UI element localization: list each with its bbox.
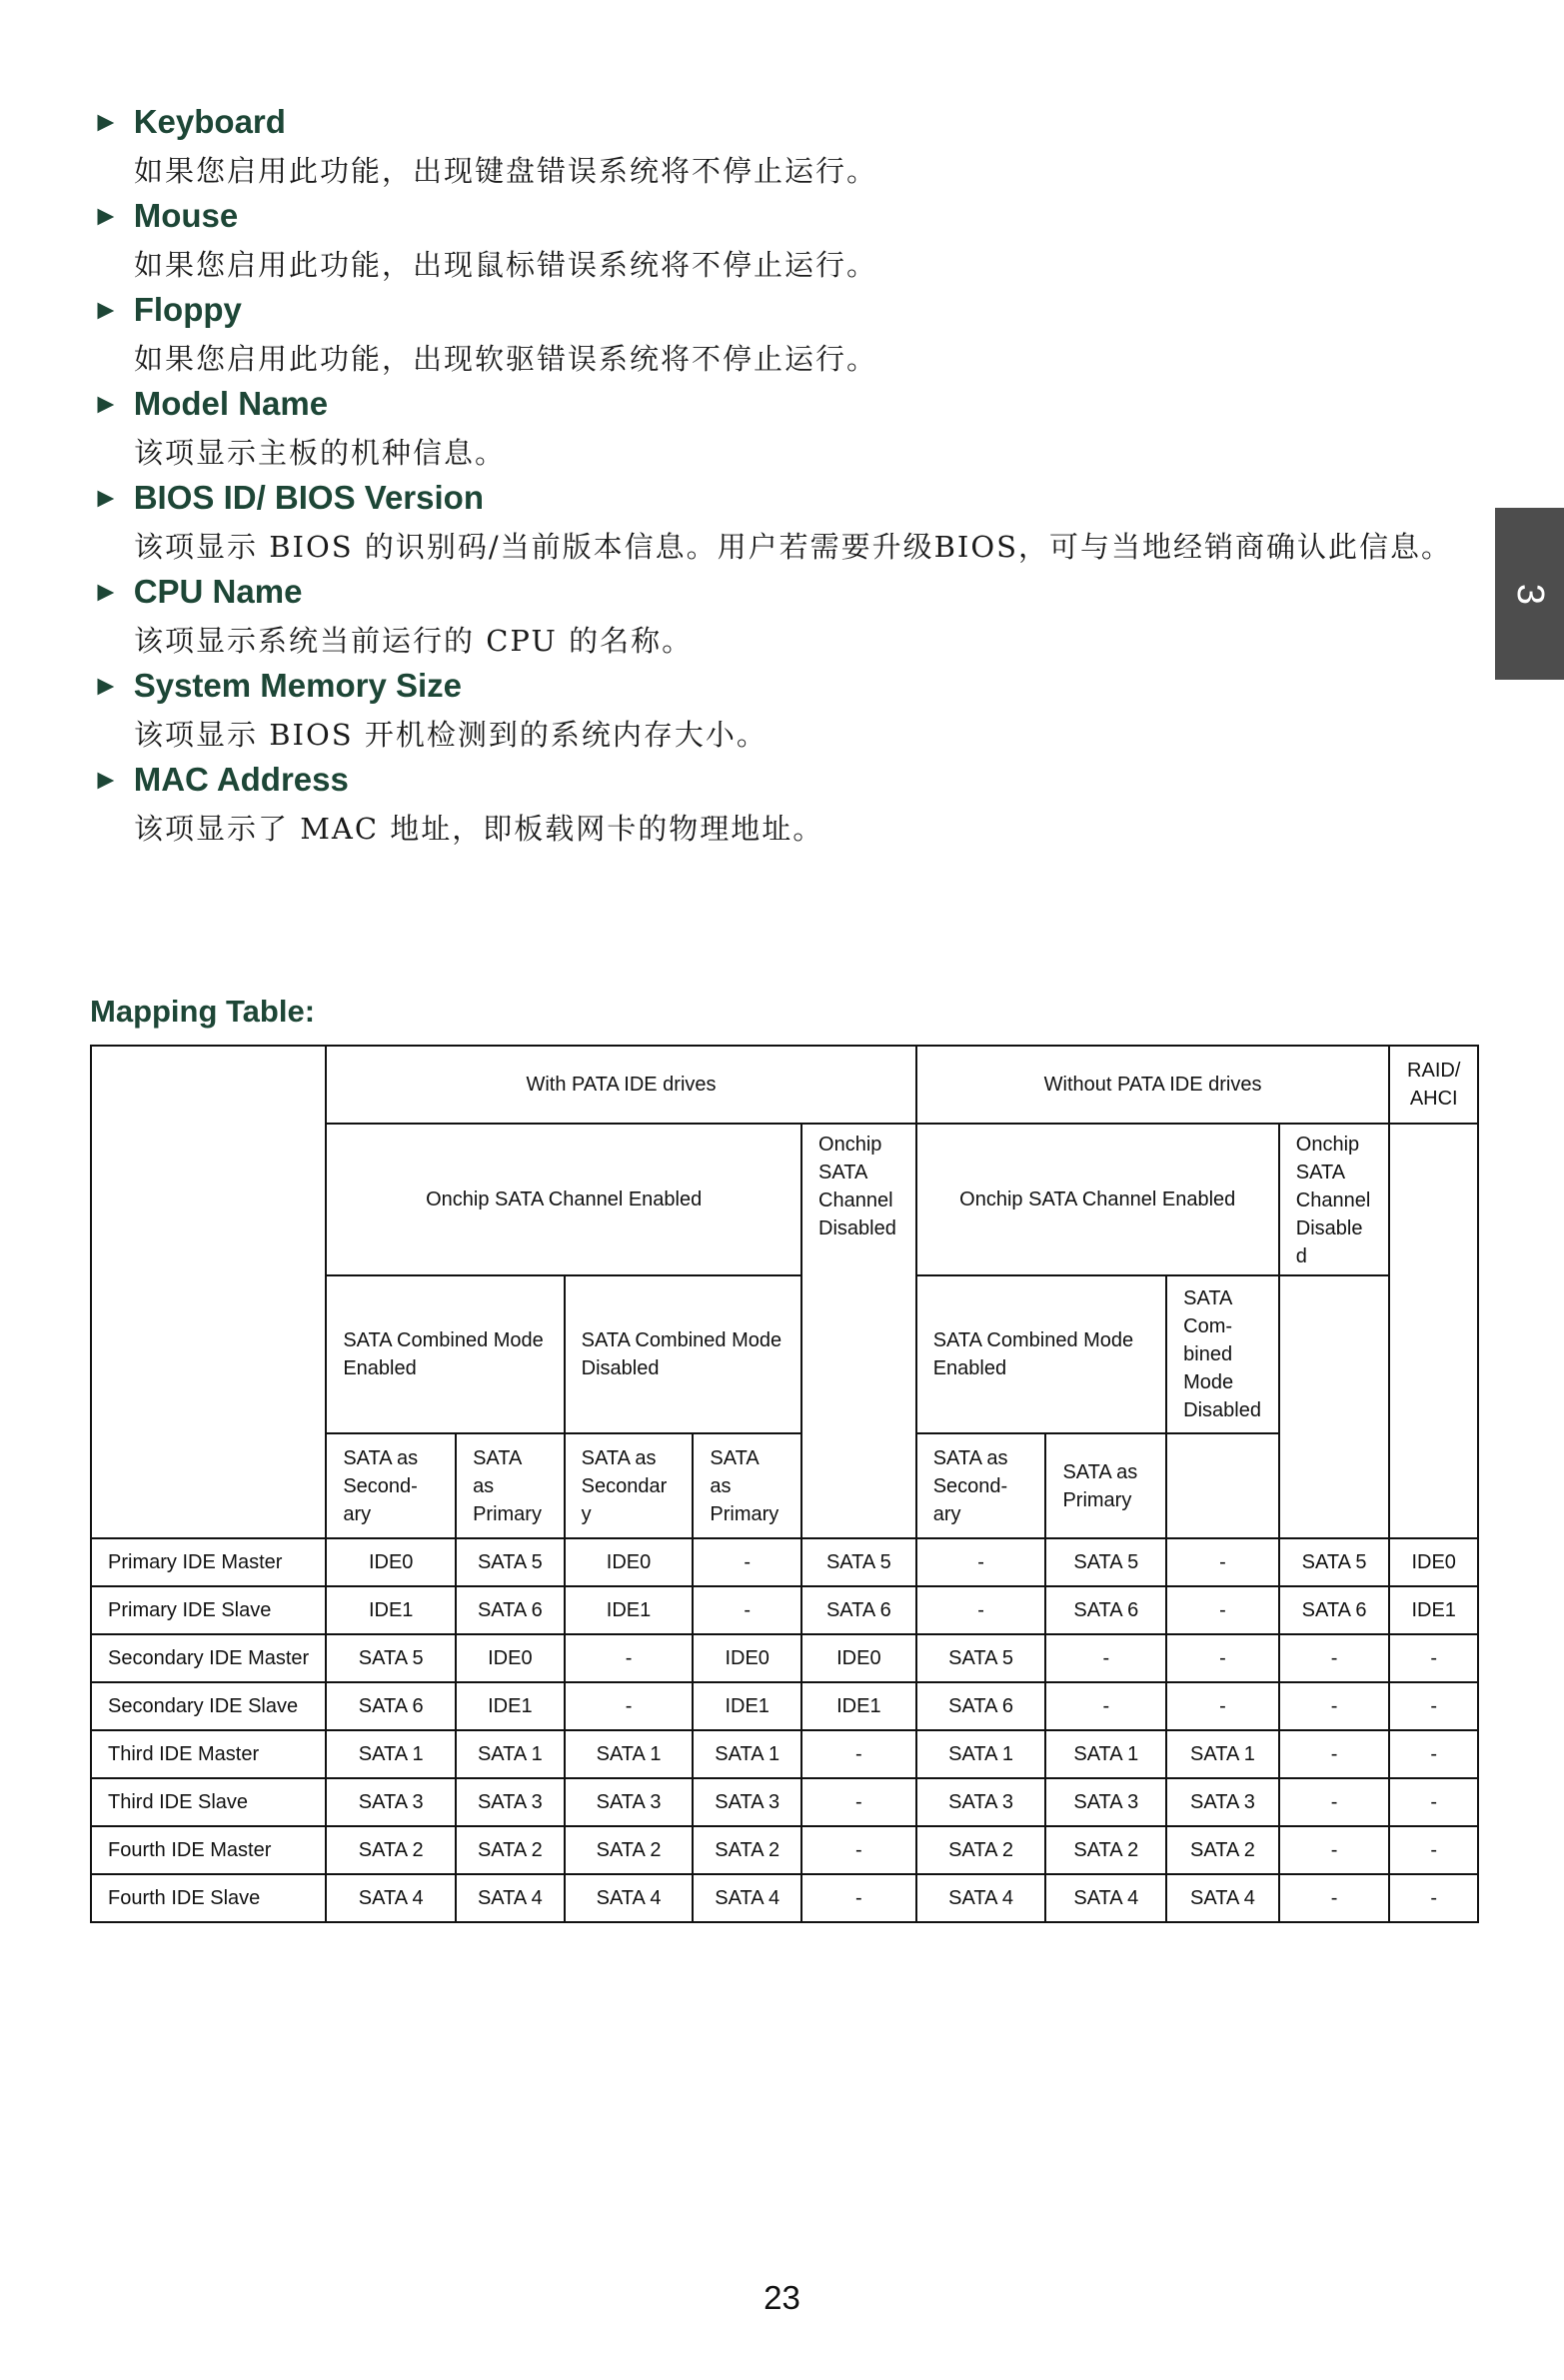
section-description: 如果您启用此功能，出现鼠标错误系统将不停止运行。 [134, 247, 878, 282]
table-cell: - [1389, 1634, 1478, 1682]
section-title: System Memory Size [133, 667, 463, 704]
table-row [91, 1826, 1478, 1874]
table-cell: - [1045, 1634, 1166, 1682]
table-cell: SATA 3 [693, 1778, 801, 1826]
table-row [91, 1778, 1478, 1826]
table-cell: - [916, 1538, 1046, 1586]
section-mouse [92, 194, 1471, 288]
table-cell: SATA 3 [565, 1778, 694, 1826]
section-keyboard [92, 100, 1471, 194]
row-label: Third IDE Master [91, 1730, 326, 1778]
table-cell: - [1389, 1826, 1478, 1874]
section-title: Floppy [133, 291, 242, 328]
mapping-table-title: Mapping Table: [90, 994, 316, 1029]
table-row [91, 1682, 1478, 1730]
header-combined-disabled: SATA Combined Mode Disabled [565, 1275, 801, 1433]
table-cell: SATA 6 [456, 1586, 565, 1634]
table-cell: SATA 3 [916, 1778, 1046, 1826]
triangle-bullet-icon: ► [92, 294, 120, 325]
chapter-tab [1495, 508, 1564, 680]
table-cell: - [801, 1778, 916, 1826]
row-label: Fourth IDE Master [91, 1826, 326, 1874]
header-onchip-enabled: Onchip SATA Channel Enabled [326, 1124, 801, 1275]
triangle-bullet-icon: ► [92, 576, 120, 607]
table-cell: SATA 5 [456, 1538, 565, 1586]
table-cell: SATA 4 [456, 1874, 565, 1922]
table-cell: SATA 3 [326, 1778, 456, 1826]
table-row [91, 1538, 1478, 1586]
table-cell: SATA 1 [916, 1730, 1046, 1778]
header-onchip-enabled: Onchip SATA Channel Enabled [916, 1124, 1279, 1275]
table-cell: - [1279, 1826, 1390, 1874]
header-combined-disabled: SATA Com- bined Mode Disabled [1166, 1275, 1279, 1433]
section-title: Model Name [133, 385, 329, 422]
table-cell: IDE1 [326, 1586, 456, 1634]
header-sata-primary: SATA as Primary [456, 1433, 565, 1538]
table-cell: SATA 6 [326, 1682, 456, 1730]
table-cell: - [565, 1634, 694, 1682]
section-cpu-name [92, 570, 1471, 664]
table-cell: SATA 3 [456, 1778, 565, 1826]
corner-cell [91, 1046, 326, 1538]
table-cell: SATA 2 [1166, 1826, 1279, 1874]
table-cell: IDE1 [693, 1682, 801, 1730]
header-empty-cell [1166, 1433, 1279, 1538]
table-cell: IDE0 [801, 1634, 916, 1682]
header-raid-ahci: RAID/ AHCI [1389, 1046, 1478, 1124]
triangle-bullet-icon: ► [92, 670, 120, 701]
triangle-bullet-icon: ► [92, 388, 120, 419]
section-title: Keyboard [133, 103, 286, 140]
table-cell: IDE0 [693, 1634, 801, 1682]
table-cell: - [693, 1586, 801, 1634]
table-cell: - [801, 1730, 916, 1778]
section-title: BIOS ID/ BIOS Version [133, 479, 484, 516]
table-cell: SATA 2 [1045, 1826, 1166, 1874]
table-cell: SATA 2 [693, 1826, 801, 1874]
header-onchip-disabled: Onchip SATA Channel Disabled [1279, 1124, 1390, 1275]
table-cell: SATA 6 [1279, 1586, 1390, 1634]
triangle-bullet-icon: ► [92, 482, 120, 513]
header-onchip-disabled: Onchip SATA Channel Disabled [801, 1124, 916, 1538]
row-label: Secondary IDE Slave [91, 1682, 326, 1730]
table-cell: IDE1 [801, 1682, 916, 1730]
table-cell: SATA 3 [1166, 1778, 1279, 1826]
table-row [91, 1730, 1478, 1778]
table-cell: SATA 5 [326, 1634, 456, 1682]
table-cell: - [916, 1586, 1046, 1634]
table-cell: - [1389, 1874, 1478, 1922]
header-empty-cell [1389, 1124, 1478, 1538]
table-cell: SATA 2 [565, 1826, 694, 1874]
header-sata-secondary: SATA as Second- ary [326, 1433, 456, 1538]
table-cell: IDE0 [326, 1538, 456, 1586]
triangle-bullet-icon: ► [92, 106, 120, 137]
table-row [91, 1586, 1478, 1634]
table-cell: - [1045, 1682, 1166, 1730]
table-cell: - [801, 1826, 916, 1874]
table-header-row [91, 1046, 1478, 1124]
table-cell: SATA 5 [1045, 1538, 1166, 1586]
table-cell: IDE0 [565, 1538, 694, 1586]
table-cell: SATA 1 [456, 1730, 565, 1778]
table-cell: - [801, 1874, 916, 1922]
table-cell: IDE1 [565, 1586, 694, 1634]
table-cell: SATA 5 [801, 1538, 916, 1586]
table-cell: IDE0 [456, 1634, 565, 1682]
table-cell: IDE1 [456, 1682, 565, 1730]
table-cell: - [1166, 1634, 1279, 1682]
table-cell: - [1166, 1538, 1279, 1586]
table-cell: SATA 1 [326, 1730, 456, 1778]
row-label: Fourth IDE Slave [91, 1874, 326, 1922]
section-title: CPU Name [133, 573, 303, 610]
table-cell: IDE1 [1389, 1586, 1478, 1634]
section-description: 如果您启用此功能，出现键盘错误系统将不停止运行。 [134, 153, 878, 188]
section-floppy [92, 288, 1471, 382]
row-label: Secondary IDE Master [91, 1634, 326, 1682]
table-cell: SATA 4 [326, 1874, 456, 1922]
table-cell: SATA 4 [565, 1874, 694, 1922]
header-combined-enabled: SATA Combined Mode Enabled [916, 1275, 1166, 1433]
table-cell: SATA 5 [1279, 1538, 1390, 1586]
table-cell: SATA 4 [1166, 1874, 1279, 1922]
table-cell: SATA 1 [1166, 1730, 1279, 1778]
table-cell: SATA 6 [916, 1682, 1046, 1730]
table-cell: - [693, 1538, 801, 1586]
section-title: MAC Address [133, 761, 349, 798]
header-empty-cell [1279, 1275, 1390, 1538]
section-title: Mouse [133, 197, 239, 234]
table-cell: SATA 1 [565, 1730, 694, 1778]
table-cell: - [1279, 1778, 1390, 1826]
table-cell: - [1389, 1682, 1478, 1730]
table-cell: SATA 4 [916, 1874, 1046, 1922]
mapping-table [90, 1045, 1479, 1923]
table-row [91, 1634, 1478, 1682]
table-cell: SATA 1 [693, 1730, 801, 1778]
header-sata-secondary: SATA as Second- ary [916, 1433, 1046, 1538]
table-cell: - [1279, 1730, 1390, 1778]
header-without-pata: Without PATA IDE drives [916, 1046, 1390, 1124]
table-cell: SATA 6 [1045, 1586, 1166, 1634]
bios-item-list [92, 100, 1471, 852]
table-cell: SATA 2 [456, 1826, 565, 1874]
page-number: 23 [764, 2279, 800, 2316]
row-label: Primary IDE Slave [91, 1586, 326, 1634]
section-bios-version [92, 476, 1471, 570]
table-cell: - [1279, 1634, 1390, 1682]
header-sata-secondary: SATA as Secondary [565, 1433, 694, 1538]
table-cell: - [1279, 1874, 1390, 1922]
section-description: 该项显示主板的机种信息。 [134, 435, 507, 470]
table-cell: - [565, 1682, 694, 1730]
row-label: Primary IDE Master [91, 1538, 326, 1586]
header-combined-enabled: SATA Combined Mode Enabled [326, 1275, 564, 1433]
triangle-bullet-icon: ► [92, 764, 120, 795]
section-description: 如果您启用此功能，出现软驱错误系统将不停止运行。 [134, 341, 878, 376]
section-description: 该项显示 BIOS 开机检测到的系统内存大小。 [134, 717, 768, 752]
header-sata-primary: SATA as Primary [1045, 1433, 1166, 1538]
header-with-pata: With PATA IDE drives [326, 1046, 915, 1124]
table-cell: SATA 2 [916, 1826, 1046, 1874]
table-cell: - [1389, 1778, 1478, 1826]
triangle-bullet-icon: ► [92, 200, 120, 231]
section-description: 该项显示系统当前运行的 CPU 的名称。 [134, 623, 694, 658]
table-cell: - [1166, 1682, 1279, 1730]
table-cell: SATA 4 [693, 1874, 801, 1922]
chapter-number: 3 [1508, 583, 1551, 605]
table-cell: SATA 4 [1045, 1874, 1166, 1922]
table-cell: SATA 2 [326, 1826, 456, 1874]
table-row [91, 1874, 1478, 1922]
table-cell: - [1389, 1730, 1478, 1778]
table-cell: - [1166, 1586, 1279, 1634]
table-cell: SATA 3 [1045, 1778, 1166, 1826]
section-description: 该项显示 BIOS 的识别码/当前版本信息。用户若需要升级BIOS，可与当地经销商确认此信息。 [134, 529, 1453, 564]
table-cell: SATA 1 [1045, 1730, 1166, 1778]
table-cell: - [1279, 1682, 1390, 1730]
section-model-name [92, 382, 1471, 476]
table-cell: IDE0 [1389, 1538, 1478, 1586]
section-mac-address [92, 758, 1471, 852]
section-system-memory-size [92, 664, 1471, 758]
table-cell: SATA 6 [801, 1586, 916, 1634]
header-sata-primary: SATA as Primary [693, 1433, 801, 1538]
section-description: 该项显示了 MAC 地址，即板载网卡的物理地址。 [134, 811, 824, 846]
row-label: Third IDE Slave [91, 1778, 326, 1826]
table-cell: SATA 5 [916, 1634, 1046, 1682]
